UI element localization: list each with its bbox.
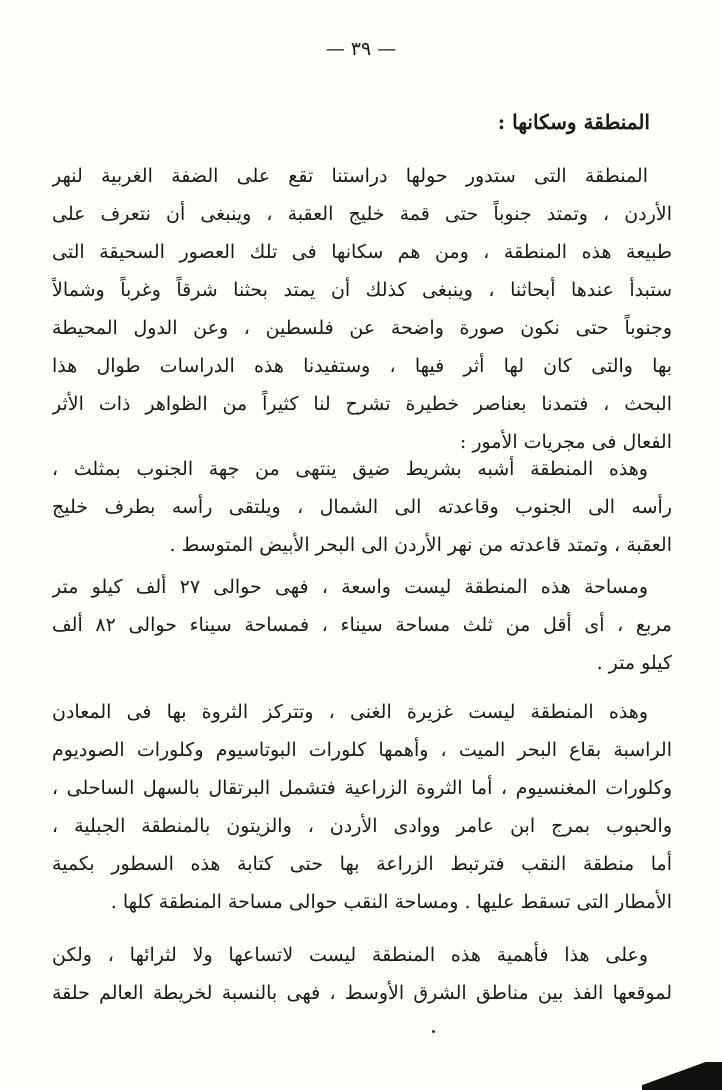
section-heading: المنطقة وسكانها : — [497, 110, 650, 134]
text-line: ستبدأ عندها أبحاثنا ، وينبغى كذلك أن يمتد بحثنا شرقاً وغرباً وشمالاً — [52, 279, 672, 301]
text-line: لموقعها الفذ بين مناطق الشرق الأوسط ، فهى بالنسبة لخريطة العالم حلقة — [52, 982, 672, 1004]
text-line: وعلى هذا فأهمية هذه المنطقة ليست لاتساعها ولا لثرائها ، ولكن — [52, 944, 648, 966]
scan-corner-shadow — [642, 1062, 722, 1090]
paragraph-4 — [52, 693, 672, 921]
text-line: وهذه المنطقة أشبه بشريط ضيق ينتهى من جهة الجنوب بمثلث ، — [52, 458, 648, 480]
paragraph-2 — [52, 450, 672, 564]
text-line: كيلو متر . — [596, 652, 672, 674]
text-line: ومساحة هذه المنطقة ليست واسعة ، فهى حوالى ٢٧ ألف كيلو متر — [52, 576, 648, 598]
page-number: — ٣٩ — — [325, 38, 397, 60]
text-line: البحث ، فتمدنا بعناصر خطيرة تشرح لنا كثيراً من الظواهر ذات الأثر — [52, 393, 672, 415]
paragraph-1 — [52, 157, 672, 461]
text-line: وجنوباً حتى نكون صورة واضحة عن فلسطين ، وعن الدول المحيطة — [52, 317, 672, 339]
text-line: المنطقة التى ستدور حولها دراستنا تقع على الضفة الغربية لنهر — [52, 165, 648, 187]
text-line: الفعال فى مجريات الأمور : — [459, 431, 672, 453]
text-line: رأسه الى الجنوب وقاعدته الى الشمال ، ويلتقى رأسه بطرف خليج — [52, 496, 672, 518]
text-line: الأمطار التى تسقط عليها . ومساحة النقب حوالى مساحة المنطقة كلها . — [110, 891, 672, 913]
text-line: أما منطقة النقب فترتبط الزراعة بها حتى كتابة هذه السطور بكمية — [52, 853, 672, 875]
text-line: العقبة ، وتمتد قاعدته من نهر الأردن الى البحر الأبيض المتوسط . — [169, 534, 672, 556]
text-line: الأردن ، وتمتد جنوباً حتى قمة خليج العقبة ، وينبغى أن نتعرف على — [52, 203, 672, 225]
text-line: الراسبة بقاع البحر الميت ، وأهمها كلورات البوتاسيوم وكلورات الصوديوم — [52, 739, 672, 761]
scan-speck — [432, 1030, 435, 1033]
text-line: وكلورات المغنسيوم ، أما الثروة الزراعية فتشمل البرتقال بالسهل الساحلى ، — [52, 777, 672, 799]
paragraph-3 — [52, 568, 672, 682]
paragraph-5 — [52, 936, 672, 1012]
text-line: بها والتى كان لها أثر فيها ، وستفيدنا هذه الدراسات طوال هذا — [52, 355, 672, 377]
text-line: والحبوب بمرج ابن عامر ووادى الأردن ، والزيتون بالمنطقة الجبلية ، — [52, 815, 672, 837]
text-line: طبيعة هذه المنطقة ، ومن هم سكانها فى تلك العصور السحيقة التى — [52, 241, 672, 263]
text-line: وهذه المنطقة ليست غزيرة الغنى ، وتتركز الثروة بها فى المعادن — [52, 701, 648, 723]
text-line: مربع ، أى أقل من ثلث مساحة سيناء ، فمساحة سيناء حوالى ٨٢ ألف — [52, 614, 672, 636]
